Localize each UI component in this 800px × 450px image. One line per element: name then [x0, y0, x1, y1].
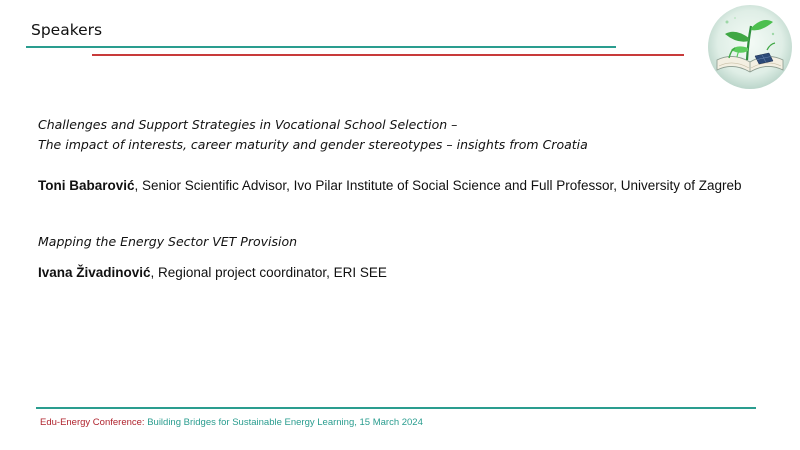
talk-2-speaker-name: Ivana Živadinović — [38, 265, 151, 280]
talk-2-speaker-role: , Regional project coordinator, ERI SEE — [150, 265, 387, 280]
talk-1-speaker-role: , Senior Scientific Advisor, Ivo Pilar Institute of Social Science and Full Professor, University of Zagreb — [134, 178, 742, 193]
page-title: Speakers — [31, 21, 103, 39]
title-underline-teal — [26, 46, 616, 48]
talk-1-speaker — [38, 178, 742, 193]
talk-1-speaker-name: Toni Babarović — [38, 178, 135, 193]
footer — [40, 417, 423, 428]
footer-rule — [36, 407, 756, 409]
talk-1-title-line-2: The impact of interests, career maturity and gender stereotypes – insights from Croatia — [38, 137, 588, 152]
footer-conference-name: Edu-Energy Conference: — [40, 417, 145, 428]
talk-2-speaker — [38, 265, 387, 280]
talk-1-title-line-1: Challenges and Support Strategies in Vocational School Selection – — [38, 117, 458, 132]
talk-2-title-line-1: Mapping the Energy Sector VET Provision — [38, 234, 298, 249]
title-underline-red — [92, 54, 684, 56]
book-plant-logo-icon — [707, 4, 793, 90]
footer-tagline: Building Bridges for Sustainable Energy Learning, 15 March 2024 — [144, 417, 423, 428]
